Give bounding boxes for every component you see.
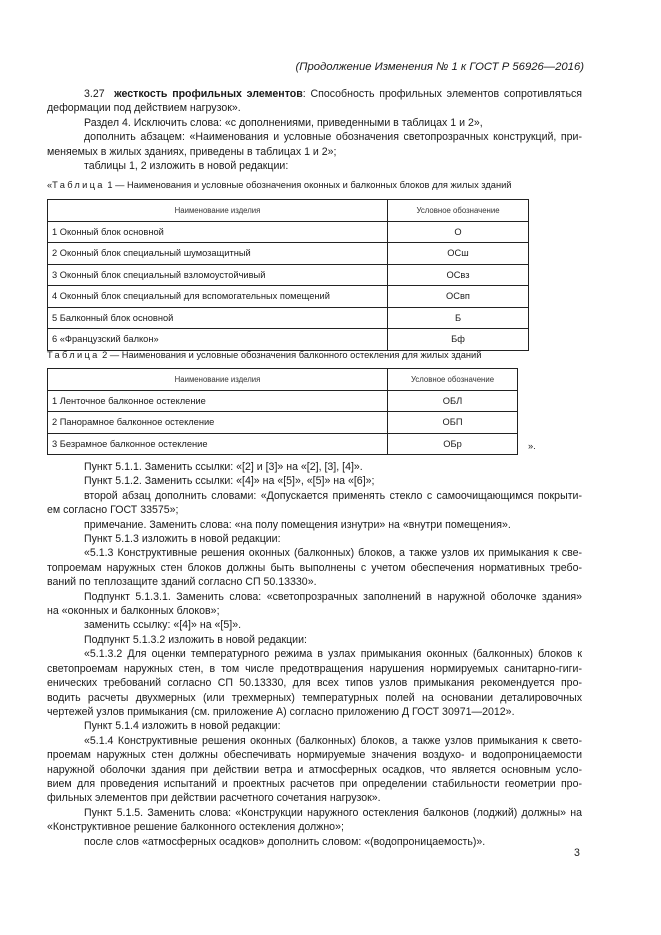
running-header: (Продолжение Изменения № 1 к ГОСТ Р 56926—2016) <box>295 61 584 73</box>
table-row <box>48 329 529 351</box>
table2-label: Таблица <box>47 350 100 360</box>
intro-block <box>47 87 582 173</box>
body-line: енических требований согласно СП 50.13330, для всех типов узлов примыкания рекомендуется про- <box>47 677 582 690</box>
definition-number: 3.27 <box>84 88 105 100</box>
table1-header-row <box>48 200 529 222</box>
open-quote: « <box>47 180 53 190</box>
body-line: «5.1.3.2 Для оценки температурного режима в узлах примыкания оконных (балконных) блоков к <box>84 648 582 661</box>
row-code: ОСвп <box>388 286 529 308</box>
body-line: проемам наружных стен должны обеспечивать нормируемые значения воздухо- и водопроницаемости <box>47 749 582 762</box>
body-line: водить расчеты двухмерных (или трехмерных) температурных полей на основании деталировочных <box>47 691 582 704</box>
row-name: 2 Панорамное балконное остекление <box>48 412 388 434</box>
table1-caption-text: 1 — Наименования и условные обозначения оконных и балконных блоков для жилых зданий <box>104 180 512 190</box>
body-line: после слов «атмосферных осадков» дополнить словом: «(водопроницаемость)». <box>84 835 486 848</box>
row-code: О <box>388 221 529 243</box>
table-row <box>48 412 518 434</box>
body-line: «Конструктивное решение балконного остекления должно»; <box>47 821 344 834</box>
body-line: Пункт 5.1.3 изложить в новой редакции: <box>84 533 281 546</box>
table2-header-code: Условное обозначение <box>388 369 518 391</box>
table-row <box>48 286 529 308</box>
table-row <box>48 307 529 329</box>
row-name: 6 «Французский балкон» <box>48 329 388 351</box>
table2-closing-quote: ». <box>528 441 536 451</box>
body-line: Подпункт 5.1.3.2 изложить в новой редакции: <box>84 633 307 646</box>
body-line: «5.1.4 Конструктивные решения оконных (балконных) блоков, а также узлов примыкания к свето- <box>84 734 582 747</box>
table-2 <box>47 368 518 455</box>
row-code: Бф <box>388 329 529 351</box>
row-code: ОБЛ <box>388 390 518 412</box>
body-line: Пункт 5.1.1. Заменить ссылки: «[2] и [3]» на «[2], [3], [4]». <box>84 461 363 473</box>
table-row <box>48 243 529 265</box>
body-line: «5.1.3 Конструктивные решения оконных (балконных) блоков, а также узлов их примыкания к све- <box>84 547 582 560</box>
body-line: Пункт 5.1.2. Заменить ссылки: «[4]» на «[5]», «[5]» на «[6]»; <box>84 475 375 488</box>
add-paragraph-line-1: дополнить абзацем: «Наименования и условные обозначения светопрозрачных конструкций, при- <box>84 131 582 144</box>
row-name: 1 Оконный блок основной <box>48 221 388 243</box>
body-line: наружной оболочки здания при действии ветра и атмосферных осадков, что является основным усло- <box>47 763 582 776</box>
table2-header-name: Наименование изделия <box>48 369 388 391</box>
row-name: 3 Безрамное балконное остекление <box>48 433 388 455</box>
table-row <box>48 390 518 412</box>
row-code: Б <box>388 307 529 329</box>
body-line: второй абзац дополнить словами: «Допускается применять стекло с самоочищающимся покрыти- <box>84 489 582 502</box>
row-name: 2 Оконный блок специальный шумозащитный <box>48 243 388 265</box>
body-line: топроемам наружных стен блоков должны быть выполнены с учетом обеспечения нормативных требо- <box>47 561 582 574</box>
row-code: ОБр <box>388 433 518 455</box>
table2-caption <box>47 350 481 360</box>
table-1 <box>47 199 529 351</box>
table-row <box>48 433 518 455</box>
table1-header-code: Условное обозначение <box>388 200 529 222</box>
table1-caption <box>47 180 511 190</box>
definition-line-2: деформации под действием нагрузок». <box>47 102 241 115</box>
row-code: ОБП <box>388 412 518 434</box>
body-line: Подпункт 5.1.3.1. Заменить слова: «светопрозрачных заполнений в наружной оболочке здания» <box>84 590 582 603</box>
row-name: 1 Ленточное балконное остекление <box>48 390 388 412</box>
body-line: светопроемам наружных стен, в том числе предотвращения нарушения нормируемых санитарно-гиги- <box>47 662 582 675</box>
section4-line: Раздел 4. Исключить слова: «с дополнениями, приведенными в таблицах 1 и 2», <box>84 116 483 129</box>
row-name: 3 Оконный блок специальный взломоустойчивый <box>48 264 388 286</box>
table1-label: Таблица <box>52 180 105 190</box>
body-line: вием для проведения испытаний и проектных расчетов при определении стабильности геометрии про- <box>47 777 582 790</box>
row-name: 5 Балконный блок основной <box>48 307 388 329</box>
add-paragraph-line-2: меняемых в жилых зданиях, приведены в таблицах 1 и 2»; <box>47 145 337 158</box>
definition-line <box>47 87 582 101</box>
row-code: ОСвз <box>388 264 529 286</box>
body-line: примечание. Заменить слова: «на полу помещения изнутри» на «внутри помещения». <box>84 518 511 531</box>
body-line: фильных элементов при действии расчетного сочетания нагрузок». <box>47 792 381 805</box>
body-line: чертежей узлов примыкания (см. приложение А) согласно приложению Д ГОСТ 30971—2012». <box>47 705 515 718</box>
page-number: 3 <box>574 847 580 859</box>
body-line: заменить ссылку: «[4]» на «[5]». <box>84 619 242 632</box>
row-code: ОСш <box>388 243 529 265</box>
table2-caption-text: 2 — Наименования и условные обозначения балконного остекления для жилых зданий <box>99 350 482 360</box>
table-row <box>48 264 529 286</box>
table1-header-name: Наименование изделия <box>48 200 388 222</box>
definition-text: : Способность профильных элементов сопротивляться <box>302 88 582 100</box>
row-name: 4 Оконный блок специальный для вспомогательных помещений <box>48 286 388 308</box>
body-line: Пункт 5.1.5. Заменить слова: «Конструкции наружного остекления балконов (лоджий) должны» на <box>84 806 582 819</box>
body-line: ваний по теплозащите зданий согласно СП 50.13330». <box>47 576 317 589</box>
body-line: Пункт 5.1.4 изложить в новой редакции: <box>84 720 281 733</box>
tables-intro-line: таблицы 1, 2 изложить в новой редакции: <box>84 160 289 173</box>
table2-header-row <box>48 369 518 391</box>
definition-term: жесткость профильных элементов <box>114 88 303 100</box>
table-row <box>48 221 529 243</box>
body-line: ем согласно ГОСТ 33575»; <box>47 504 179 517</box>
amendment-body <box>47 460 582 849</box>
body-line: на «оконных и балконных блоков»; <box>47 605 220 618</box>
